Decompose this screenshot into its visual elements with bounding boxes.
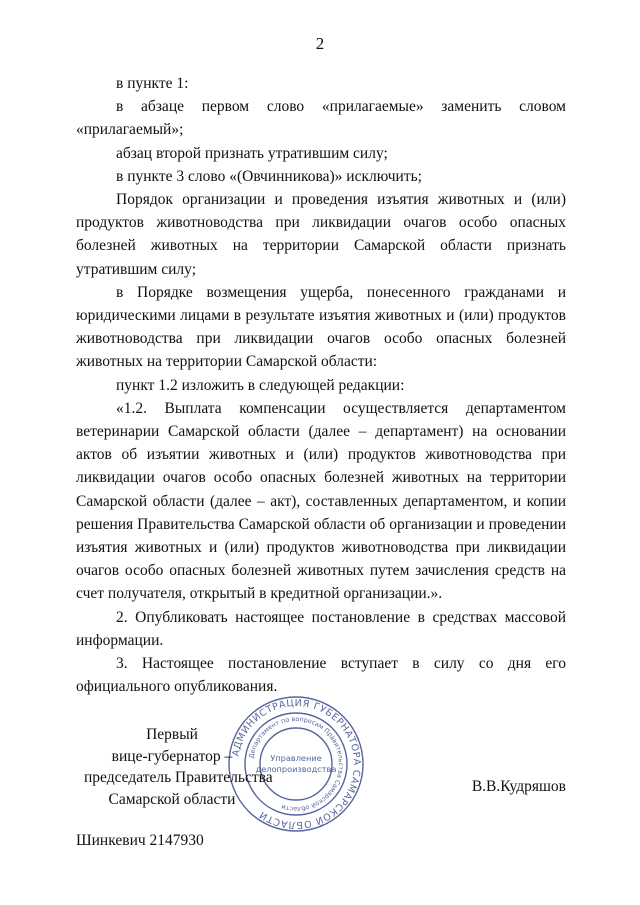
paragraph: «1.2. Выплата компенсации осуществляется департаментом ветеринарии Самарской области (далее – департамент) на основании актов об изъятии животных и (или) продуктов животноводства при ликвидации очагов особо опасных болезней животных на территории Самарской области (далее – акт), составленных департаментом, и копии решения Правительства Самарской области об организации и проведении изъятия животных и (или) продуктов животноводства при ликвидации очагов особо опасных болезней животных путем зачисления средств на счет получателя, открытый в кредитной организации.». [76,399,566,603]
signatory-name: В.В.Кудряшов [471,778,566,795]
signatory-title [84,724,273,810]
executor-note: Шинкевич 2147930 [76,832,204,849]
paragraph: в абзаце первом слово «прилагаемые» заменить словом «прилагаемый»; [76,98,566,139]
signatory-title-line: Первый [146,726,198,743]
paragraph: 3. Настоящее постановление вступает в силу со дня его официального опубликования. [76,655,566,696]
paragraph: в пункте 3 слово «(Овчинникова)» исключить; [116,167,422,185]
paragraph: Порядок организации и проведения изъятия животных и (или) продуктов животноводства при ликвидации очагов особо опасных болезней животных на территории Самарской области признать утратившим силу; [76,191,566,278]
seal-inner-text: Департамент по вопросам Правительства Самарской области [247,714,346,814]
paragraph: абзац второй признать утратившим силу; [116,144,388,162]
document-body [76,72,566,698]
page-number: 2 [315,34,325,53]
paragraph: 2. Опубликовать настоящее постановление в средствах массовой информации. [76,608,566,649]
paragraph: в Порядке возмещения ущерба, понесенного гражданами и юридическими лицами в результате изъятия животных и (или) продуктов животноводства при ликвидации очагов особо опасных болезней животных на территории Самарской области: [76,283,566,371]
signatory-title-line: вице-губернатор – [111,747,233,765]
seal-outer-text: АДМИНИСТРАЦИЯ ГУБЕРНАТОРА САМАРСКОЙ ОБЛАСТИ [230,697,363,831]
seal-center-line: делопроизводства [255,764,337,774]
signatory-title-line: председатель Правительства [84,769,273,786]
signatory-title-line: Самарской области [108,790,236,808]
seal-center-line: Управление [270,753,322,763]
paragraph: пункт 1.2 изложить в следующей редакции: [116,376,405,394]
paragraph: в пункте 1: [116,75,189,92]
